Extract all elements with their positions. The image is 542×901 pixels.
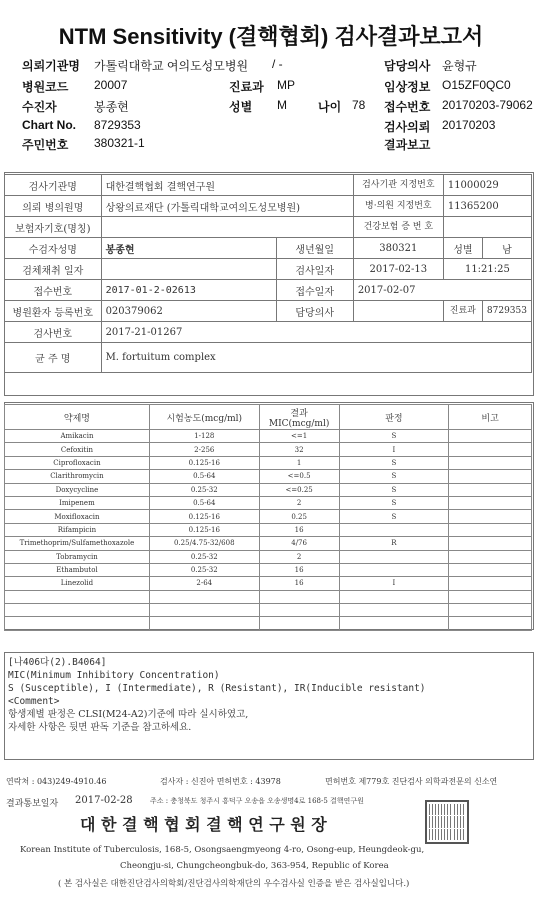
hdr-label: 임상정보 bbox=[384, 80, 431, 94]
table-cell: 0.125-16 bbox=[149, 510, 259, 523]
table-cell: Amikacin bbox=[5, 430, 150, 443]
table-cell bbox=[449, 537, 532, 550]
field-label: 병원환자 등록번호 bbox=[5, 301, 102, 322]
table-cell: 2-256 bbox=[149, 443, 259, 456]
table-cell: S bbox=[339, 483, 449, 496]
hdr-label: 주민번호 bbox=[22, 138, 69, 152]
table-cell: 16 bbox=[259, 577, 339, 590]
field-value: 11:21:25 bbox=[443, 259, 531, 280]
table-cell bbox=[449, 523, 532, 536]
field-label: 검사일자 bbox=[276, 259, 353, 280]
table-cell: Clarithromycin bbox=[5, 470, 150, 483]
note-line: 자세한 사항은 뒷면 판독 기준을 참고하세요. bbox=[8, 722, 192, 733]
table-cell: R bbox=[339, 537, 449, 550]
table-row bbox=[5, 617, 532, 630]
table-cell: 0.5-64 bbox=[149, 470, 259, 483]
footer-tester: 검사자 : 신진아 면허번호 : 43978 bbox=[160, 777, 281, 786]
hdr-label: 성별 bbox=[229, 100, 253, 114]
table-cell bbox=[449, 443, 532, 456]
table-cell: <=1 bbox=[259, 430, 339, 443]
hdr-value: 78 bbox=[352, 98, 366, 112]
table-cell: S bbox=[339, 510, 449, 523]
field-label: 담당의사 bbox=[276, 301, 353, 322]
hdr-value: 380321-1 bbox=[94, 136, 145, 150]
footer-report-date-label: 결과통보일자 bbox=[6, 799, 59, 809]
hdr-value: 윤형규 bbox=[442, 59, 477, 73]
field-label: 성별 bbox=[443, 238, 482, 259]
footer-report-date: 2017-02-28 bbox=[75, 795, 133, 806]
footer-english-address-1: Korean Institute of Tuberculosis, 168-5, Osongsaengmyeong 4-ro, Osong-eup, Heungdeok-gu, bbox=[20, 845, 425, 855]
table-cell: 0.25-32 bbox=[149, 563, 259, 576]
table-cell bbox=[339, 617, 449, 630]
table-cell bbox=[449, 604, 532, 617]
footer-contact: 연락처 : 043)249-4910.46 bbox=[6, 777, 107, 786]
susceptibility-table bbox=[4, 404, 532, 631]
table-cell: Tobramycin bbox=[5, 550, 150, 563]
field-label: 생년월일 bbox=[276, 238, 353, 259]
table-cell: 0.5-64 bbox=[149, 496, 259, 509]
field-value bbox=[101, 217, 353, 238]
field-value: 020379062 bbox=[101, 301, 276, 322]
table-row bbox=[5, 563, 532, 576]
table-cell: 0.25-32 bbox=[149, 483, 259, 496]
hdr-value: 8729353 bbox=[94, 118, 141, 132]
table-row bbox=[5, 430, 532, 443]
table-cell: 2 bbox=[259, 550, 339, 563]
notes-text bbox=[8, 656, 426, 734]
hdr-value: 20007 bbox=[94, 78, 128, 92]
table-cell bbox=[339, 590, 449, 603]
table-row bbox=[5, 590, 532, 603]
table-cell: Doxycycline bbox=[5, 483, 150, 496]
note-line: MIC(Minimum Inhibitory Concentration) bbox=[8, 670, 220, 681]
field-label: 보험자기호(명칭) bbox=[5, 217, 102, 238]
footer-address: 주소 : 충청북도 청주시 흥덕구 오송읍 오송생명4로 168-5 결핵연구원 bbox=[150, 797, 364, 805]
official-seal-icon bbox=[425, 800, 469, 844]
col-header: 판정 bbox=[339, 405, 449, 430]
table-cell: S bbox=[339, 496, 449, 509]
table-cell: S bbox=[339, 470, 449, 483]
table-row bbox=[5, 577, 532, 590]
table-cell bbox=[449, 483, 532, 496]
table-row bbox=[5, 550, 532, 563]
table-row bbox=[5, 537, 532, 550]
table-cell bbox=[5, 590, 150, 603]
table-cell bbox=[449, 456, 532, 469]
hdr-label: 검사의뢰 bbox=[384, 120, 431, 134]
hdr-label: 나이 bbox=[318, 100, 342, 114]
field-value: 8729353 bbox=[482, 301, 531, 322]
field-value bbox=[443, 217, 531, 238]
hdr-label: 의뢰기관명 bbox=[22, 59, 80, 73]
table-row bbox=[5, 496, 532, 509]
table-cell: 1 bbox=[259, 456, 339, 469]
table-cell: 0.125-16 bbox=[149, 523, 259, 536]
table-cell: Imipenem bbox=[5, 496, 150, 509]
table-cell: Ethambutol bbox=[5, 563, 150, 576]
field-label: 접수번호 bbox=[5, 280, 102, 301]
hdr-label: 결과보고 bbox=[384, 138, 431, 152]
table-cell bbox=[259, 604, 339, 617]
table-cell: Linezolid bbox=[5, 577, 150, 590]
hdr-value: / - bbox=[272, 57, 283, 71]
table-cell bbox=[5, 604, 150, 617]
report-title: NTM Sensitivity (결핵협회) 검사결과보고서 bbox=[58, 24, 484, 49]
table-cell: 0.25-32 bbox=[149, 550, 259, 563]
field-value: 11000029 bbox=[443, 175, 531, 196]
table-cell bbox=[449, 470, 532, 483]
footer-license: 면허번호 제779호 진단검사 의학과전문의 신소연 bbox=[325, 777, 498, 786]
table-cell bbox=[449, 510, 532, 523]
field-label: 균 주 명 bbox=[5, 343, 102, 373]
table-cell bbox=[449, 550, 532, 563]
hdr-label: 병원코드 bbox=[22, 80, 69, 94]
table-cell bbox=[149, 617, 259, 630]
note-line: <Comment> bbox=[8, 696, 60, 707]
table-cell bbox=[449, 577, 532, 590]
table-row bbox=[5, 443, 532, 456]
hdr-label: 수진자 bbox=[22, 100, 57, 114]
field-label: 검체채취 일자 bbox=[5, 259, 102, 280]
table-cell: 0.125-16 bbox=[149, 456, 259, 469]
field-value: 상왕의료재단 (가톨릭대학교여의도성모병원) bbox=[101, 196, 353, 217]
hdr-label: Chart No. bbox=[22, 118, 76, 132]
table-cell bbox=[449, 563, 532, 576]
table-cell bbox=[449, 617, 532, 630]
hdr-value: O15ZF0QC0 bbox=[442, 78, 511, 92]
footer-certification: ( 본 검사실은 대한진단검사의학회/진단검사의학재단의 우수검사실 인증을 받은 검사실입니다.) bbox=[58, 879, 410, 889]
field-value: 봉종현 bbox=[101, 238, 276, 259]
hdr-value: 20170203-79062 bbox=[442, 98, 533, 112]
table-cell: Rifampicin bbox=[5, 523, 150, 536]
col-header: 약제명 bbox=[5, 405, 150, 430]
field-label: 진료과 bbox=[443, 301, 482, 322]
table-row bbox=[5, 523, 532, 536]
table-row bbox=[5, 510, 532, 523]
field-value: 380321 bbox=[353, 238, 443, 259]
field-label: 의뢰 병의원명 bbox=[5, 196, 102, 217]
note-line: S (Susceptible), I (Intermediate), R (Resistant), IR(Inducible resistant) bbox=[8, 683, 426, 694]
col-header: 결과 MIC(mcg/ml) bbox=[259, 405, 339, 430]
field-label: 수검자성명 bbox=[5, 238, 102, 259]
table-cell: Trimethoprim/Sulfamethoxazole bbox=[5, 537, 150, 550]
footer-english-address-2: Cheongju-si, Chungcheongbuk-do, 363-954, Republic of Korea bbox=[120, 861, 389, 871]
table-cell bbox=[149, 590, 259, 603]
table-cell: S bbox=[339, 430, 449, 443]
col-header: 비고 bbox=[449, 405, 532, 430]
hdr-value: 봉종현 bbox=[94, 100, 129, 114]
footer-org-name: 대 한 결 핵 협 회 결 핵 연 구 원 장 bbox=[80, 815, 327, 834]
hdr-value: MP bbox=[277, 78, 295, 92]
field-value: 2017-21-01267 bbox=[101, 322, 531, 343]
table-cell: 32 bbox=[259, 443, 339, 456]
table-cell: 16 bbox=[259, 523, 339, 536]
table-cell bbox=[449, 590, 532, 603]
hdr-value: 20170203 bbox=[442, 118, 496, 132]
field-value: 2017-02-13 bbox=[353, 259, 443, 280]
field-value bbox=[101, 259, 276, 280]
field-value: 2017-02-07 bbox=[353, 280, 531, 301]
field-label: 검사기관 지정번호 bbox=[353, 175, 443, 196]
field-label: 접수일자 bbox=[276, 280, 353, 301]
table-row bbox=[5, 470, 532, 483]
field-value: 남 bbox=[482, 238, 531, 259]
field-value: 대한결핵협회 결핵연구원 bbox=[101, 175, 353, 196]
table-row bbox=[5, 456, 532, 469]
field-label: 검사기관명 bbox=[5, 175, 102, 196]
table-cell: 0.25/4.75-32/608 bbox=[149, 537, 259, 550]
field-value: 2017-01-2-02613 bbox=[101, 280, 276, 301]
hdr-label: 진료과 bbox=[229, 80, 264, 94]
patient-info-table bbox=[4, 174, 532, 373]
field-value bbox=[353, 301, 443, 322]
table-row bbox=[5, 483, 532, 496]
table-cell: 4/76 bbox=[259, 537, 339, 550]
table-cell: I bbox=[339, 443, 449, 456]
table-cell: <=0.25 bbox=[259, 483, 339, 496]
table-cell bbox=[259, 617, 339, 630]
table-cell bbox=[339, 604, 449, 617]
table-cell: Ciprofloxacin bbox=[5, 456, 150, 469]
table-cell: 2-64 bbox=[149, 577, 259, 590]
table-cell bbox=[449, 430, 532, 443]
field-label: 검사번호 bbox=[5, 322, 102, 343]
hdr-value: 가톨릭대학교 여의도성모병원 bbox=[94, 59, 249, 73]
table-cell: 2 bbox=[259, 496, 339, 509]
table-cell bbox=[449, 496, 532, 509]
field-value: 11365200 bbox=[443, 196, 531, 217]
table-cell: Cefoxitin bbox=[5, 443, 150, 456]
table-cell bbox=[149, 604, 259, 617]
table-cell bbox=[339, 523, 449, 536]
field-label: 건강보험 증 번 호 bbox=[353, 217, 443, 238]
hdr-label: 담당의사 bbox=[384, 59, 431, 73]
table-cell: S bbox=[339, 456, 449, 469]
field-value: M. fortuitum complex bbox=[101, 343, 531, 373]
table-row bbox=[5, 604, 532, 617]
table-cell: <=0.5 bbox=[259, 470, 339, 483]
col-header: 시험농도(mcg/ml) bbox=[149, 405, 259, 430]
table-cell bbox=[339, 563, 449, 576]
table-cell: I bbox=[339, 577, 449, 590]
table-cell: 0.25 bbox=[259, 510, 339, 523]
hdr-label: 접수번호 bbox=[384, 100, 431, 114]
table-cell bbox=[5, 617, 150, 630]
table-cell bbox=[259, 590, 339, 603]
table-cell: Moxifloxacin bbox=[5, 510, 150, 523]
table-cell: 1-128 bbox=[149, 430, 259, 443]
table-cell: 16 bbox=[259, 563, 339, 576]
note-line: 항생제별 판정은 CLSI(M24-A2)기준에 따라 실시하였고, bbox=[8, 709, 249, 720]
hdr-value: M bbox=[277, 98, 287, 112]
note-line: [나406다(2).B4064] bbox=[8, 657, 107, 668]
field-label: 병·의원 지정번호 bbox=[353, 196, 443, 217]
table-cell bbox=[339, 550, 449, 563]
